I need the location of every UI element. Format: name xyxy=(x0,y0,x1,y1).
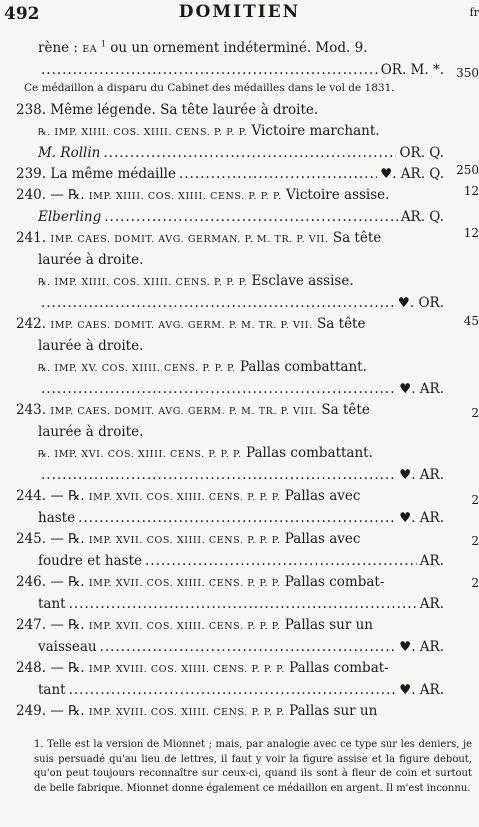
entry-segment: 247. — ℞. xyxy=(16,616,89,633)
margin-note-top: fr xyxy=(469,6,479,19)
dot-leader xyxy=(69,594,417,615)
legend-text: ℞. IMP. XV. COS. XIIII. CENS. P. P. P. xyxy=(38,362,236,374)
entry-segment: Esclave assise. xyxy=(247,272,354,289)
metal-rarity: OR. M. *. xyxy=(380,61,444,78)
entry-text xyxy=(16,102,318,118)
margin-price: 250 xyxy=(456,163,479,177)
entry-line xyxy=(16,529,444,551)
entry-text xyxy=(38,207,101,228)
entry-line xyxy=(16,60,444,81)
metal-rarity: ♥. AR. xyxy=(399,380,444,397)
entry-text xyxy=(38,273,354,289)
entry-line xyxy=(16,185,444,207)
entry-text xyxy=(38,680,66,701)
collector-name: Elberling xyxy=(38,208,102,225)
dot-leader xyxy=(100,637,397,658)
entry-line xyxy=(16,572,444,594)
entry-line xyxy=(16,357,444,379)
entry-segment: haste xyxy=(38,509,76,526)
entry-line xyxy=(16,228,444,250)
entry-text xyxy=(16,617,373,633)
entry-segment: Pallas sur un xyxy=(280,616,373,633)
entry-line xyxy=(16,143,444,164)
legend-text: ℞. IMP. XIIII. COS. XIIII. CENS. P. P. P. xyxy=(38,126,248,138)
metal-rarity: ♥. AR. xyxy=(399,681,444,698)
entry-segment: 238. Même légende. Sa tête laurée à droite. xyxy=(16,101,319,118)
entry-segment: 242. xyxy=(16,315,51,332)
entry-text xyxy=(16,230,381,246)
dot-leader xyxy=(179,164,377,185)
entry-text xyxy=(16,316,365,332)
dot-leader xyxy=(41,379,396,400)
legend-text: IMP. XVII. COS. XIIII. CENS. P. P. P. xyxy=(88,577,281,589)
entry-note: Ce médaillon a disparu du Cabinet des médailles dans le vol de 1831. xyxy=(24,81,395,94)
entry-segment: Victoire marchant. xyxy=(247,122,380,139)
margin-price: 350 xyxy=(456,66,479,80)
entry-line xyxy=(16,658,444,680)
entry-text xyxy=(38,551,142,572)
legend-text: IMP. XVIII. COS. XIIII. CENS. P. P. P. xyxy=(88,663,285,675)
page-number: 492 xyxy=(4,4,40,24)
entry-line xyxy=(16,551,444,572)
entry-segment: Pallas avec xyxy=(280,530,361,547)
entry-line xyxy=(16,443,444,465)
margin-price: 2 xyxy=(471,534,479,548)
legend-text: IMP. XVII. COS. XIIII. CENS. P. P. P. xyxy=(88,620,281,632)
entry-segment: tant xyxy=(38,681,66,698)
entry-segment: Pallas sur un xyxy=(284,702,378,719)
entry-segment: ou un ornement indéterminé. Mod. 9. xyxy=(105,39,368,56)
metal-rarity: ♥. AR. xyxy=(399,638,444,655)
entry-line xyxy=(16,314,444,336)
entry-line xyxy=(16,400,444,422)
legend-text: IMP. CAES. DOMIT. AVG. GERM. P. M. TR. P. VIII. xyxy=(50,405,318,417)
footnote xyxy=(20,738,472,796)
entry-segment: Pallas combattant. xyxy=(241,444,373,461)
entry-line xyxy=(16,615,444,637)
entry-text xyxy=(38,508,75,529)
entry-text xyxy=(38,40,368,56)
metal-rarity: AR. xyxy=(419,552,444,569)
entry-segment: vaisseau xyxy=(38,638,97,655)
metal-rarity: ♥. AR. xyxy=(399,466,444,483)
metal-rarity: AR. xyxy=(419,595,444,612)
entry-segment: laurée à droite. xyxy=(38,423,144,440)
metal-rarity: ♥. OR. xyxy=(397,294,444,311)
entry-segment: Pallas combattant. xyxy=(235,358,367,375)
metal-rarity: ♥. AR. xyxy=(399,509,444,526)
entry-text xyxy=(16,703,377,719)
entry-line xyxy=(16,379,444,400)
entry-segment: 245. — ℞. xyxy=(16,530,89,547)
margin-price: 2 xyxy=(471,406,479,420)
margin-price: 12 xyxy=(463,226,479,240)
footnote-text: 1. Telle est la version de Mionnet ; mais, par analogie avec ce type sur les deniers, je suis persuadé qu'au lieu de lettres, il faut y voir la figure assise et la figure debout, qu'on peut toujours reconnaître sur ceux-ci, quand ils sont à fleur de coin et surtout de belle fabrique. Mionnet donne également ce médaillon en argent. Il m'est inconnu. xyxy=(34,739,472,794)
entry-line xyxy=(16,465,444,486)
entry-line xyxy=(16,701,444,723)
margin-price: 2 xyxy=(471,493,479,507)
entry-segment: Sa tête xyxy=(312,315,366,332)
margin-price: 45 xyxy=(463,314,479,328)
entry-text xyxy=(38,594,66,615)
legend-text: ℞. IMP. XVI. COS. XIIII. CENS. P. P. P. xyxy=(38,448,242,460)
entry-segment: 243. xyxy=(16,401,51,418)
legend-text: IMP. XIIII. COS. XIIII. CENS. P. P. P. xyxy=(88,190,282,202)
metal-rarity: OR. Q. xyxy=(399,144,444,161)
entry-segment: Pallas combat- xyxy=(284,659,389,676)
dot-leader xyxy=(103,143,396,164)
margin-price: 12 xyxy=(463,184,479,198)
entry-line xyxy=(16,680,444,701)
dot-leader xyxy=(41,60,378,81)
entry-text xyxy=(38,637,97,658)
entry-segment: 246. — ℞. xyxy=(16,573,89,590)
entry-text xyxy=(38,445,373,461)
entry-segment: Victoire assise. xyxy=(281,186,390,203)
entry-text xyxy=(16,488,360,504)
entry-text xyxy=(38,359,367,375)
entry-line xyxy=(16,336,444,357)
legend-text: IMP. CAES. DOMIT. AVG. GERM. P. M. TR. P. VII. xyxy=(50,319,313,331)
entry-text xyxy=(38,338,143,354)
entry-segment: 249. — ℞. xyxy=(16,702,89,719)
entry-segment: foudre et haste xyxy=(38,552,142,569)
catalogue-entries xyxy=(16,33,444,723)
page-title: DOMITIEN xyxy=(178,2,301,22)
legend-text: ℞. IMP. XIIII. COS. XIIII. CENS. P. P. P. xyxy=(38,276,248,288)
dot-leader xyxy=(145,551,417,572)
entry-segment: 241. xyxy=(16,229,51,246)
metal-rarity: ♥. AR. Q. xyxy=(380,165,444,182)
entry-segment: rène : xyxy=(38,39,83,56)
entry-line xyxy=(16,486,444,508)
collector-name: M. Rollin xyxy=(38,144,101,161)
entry-line xyxy=(16,33,444,60)
entry-segment: 1 xyxy=(100,39,106,48)
entry-segment: 248. — ℞. xyxy=(16,659,89,676)
legend-text: EA xyxy=(82,43,101,55)
entry-segment: laurée à droite. xyxy=(38,337,144,354)
dot-leader xyxy=(104,207,398,228)
entry-line xyxy=(16,121,444,143)
dot-leader xyxy=(69,680,397,701)
entry-text xyxy=(16,660,389,676)
entry-line xyxy=(16,164,444,185)
dot-leader xyxy=(41,293,395,314)
entry-line xyxy=(16,508,444,529)
entry-segment: Sa tête xyxy=(317,401,370,418)
entry-line xyxy=(16,594,444,615)
entry-text xyxy=(16,164,176,185)
legend-text: IMP. CAES. DOMIT. AVG. GERMAN. P. M. TR. P. VII. xyxy=(50,233,329,245)
entry-line xyxy=(16,207,444,228)
entry-line xyxy=(16,100,444,121)
margin-price: 2 xyxy=(471,576,479,590)
entry-text xyxy=(16,402,370,418)
entry-line xyxy=(16,637,444,658)
entry-line xyxy=(16,271,444,293)
dot-leader xyxy=(41,465,396,486)
entry-segment: Pallas avec xyxy=(280,487,361,504)
entry-line xyxy=(16,293,444,314)
metal-rarity: AR. Q. xyxy=(400,208,444,225)
entry-segment: Pallas combat- xyxy=(280,573,385,590)
entry-text xyxy=(38,143,100,164)
entry-segment: 239. La même médaille xyxy=(16,165,176,182)
dot-leader xyxy=(78,508,396,529)
legend-text: IMP. XVII. COS. XIIII. CENS. P. P. P. xyxy=(88,534,281,546)
entry-text xyxy=(16,187,389,203)
entry-text xyxy=(16,531,360,547)
page-header xyxy=(0,2,479,26)
entry-segment: 240. — ℞. xyxy=(16,186,89,203)
entry-line xyxy=(16,250,444,271)
legend-text: IMP. XVII. COS. XIIII. CENS. P. P. P. xyxy=(88,491,281,503)
entry-segment: tant xyxy=(38,595,66,612)
entry-text xyxy=(38,252,143,268)
entry-line xyxy=(16,422,444,443)
entry-text xyxy=(16,574,384,590)
legend-text: IMP. XVIII. COS. XIIII. CENS. P. P. P. xyxy=(88,706,285,718)
entry-text xyxy=(38,123,380,139)
entry-text xyxy=(38,424,143,440)
entry-segment: Sa tête xyxy=(328,229,382,246)
entry-segment: 244. — ℞. xyxy=(16,487,89,504)
entry-segment: laurée à droite. xyxy=(38,251,144,268)
